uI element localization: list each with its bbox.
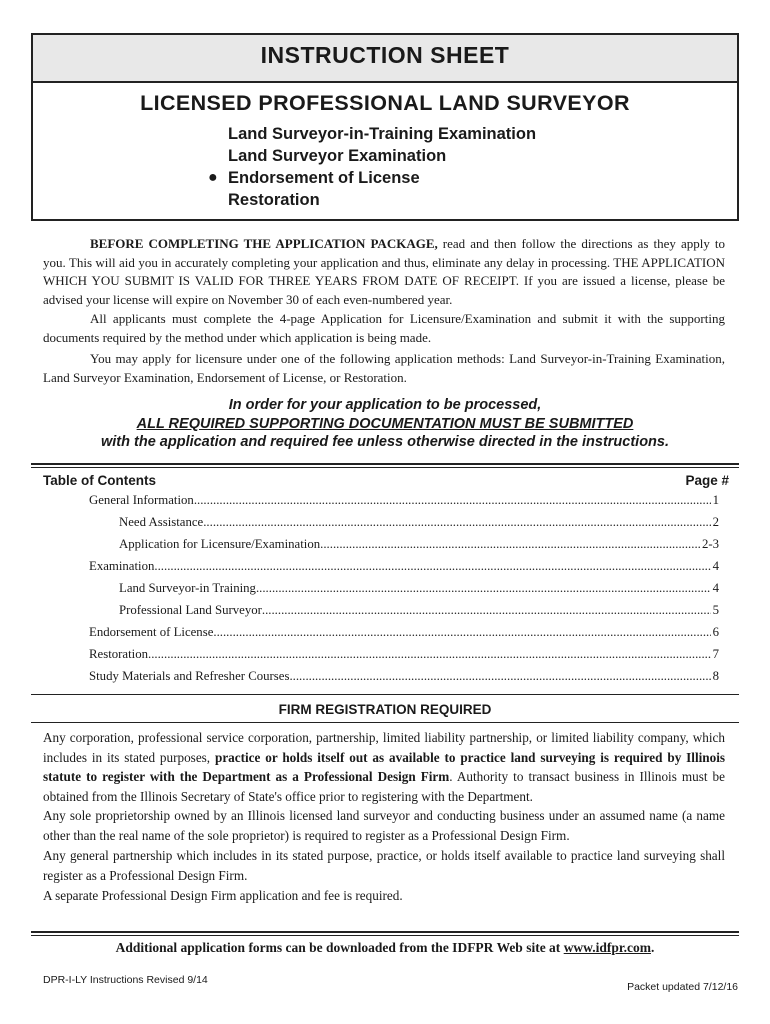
download-note-suffix: . [650, 940, 655, 955]
firm-paragraph-2: Any sole proprietorship owned by an Illinois licensed land surveyor and conducting business under an assumed name (a name other than the real name of the sole proprietor) is required to register as a Professional Design Firm. [43, 808, 725, 843]
toc-item[interactable] [119, 600, 719, 620]
toc-leader [256, 578, 711, 598]
title-band [33, 35, 737, 83]
toc-item-label: Study Materials and Refresher Courses [89, 669, 290, 683]
packet-updated: Packet updated 7/12/16 [627, 981, 738, 993]
toc-leader [213, 622, 710, 642]
toc-item-page: 2-3 [701, 537, 719, 551]
toc-top-rule [31, 463, 739, 465]
option-restoration [208, 189, 536, 211]
toc-item-label: General Information [89, 493, 194, 507]
firm-heading: FIRM REGISTRATION REQUIRED [278, 702, 492, 717]
toc-leader [262, 600, 711, 620]
toc-item-label: Professional Land Surveyor [119, 603, 262, 617]
application-method-list [208, 123, 536, 211]
option-label: Endorsement of License [228, 169, 420, 187]
toc-item-label: Restoration [89, 647, 148, 661]
intro-text: read and then follow the directions as they apply to you. This will aid you in accurately completing your application and thus, eliminate any delay in processing. THE APPLICATION WHICH YOU SUBMIT IS VALID FOR THREE YEARS FROM DATE OF RECEIPT. If you are issued a license, please be advised your license will expire on November 30 of each even-numbered year. [43, 236, 725, 307]
toc-item-page: 7 [712, 647, 719, 661]
firm-paragraph-4: A separate Professional Design Firm application and fee is required. [43, 888, 403, 903]
toc-item-page: 5 [712, 603, 719, 617]
intro-bold: BEFORE COMPLETING THE APPLICATION PACKAGE, [90, 236, 438, 251]
option-endorsement [208, 167, 536, 189]
intro-paragraph-2: All applicants must complete the 4-page Application for Licensure/Examination and submit it with the supporting documents required by the method under which application is being made. [43, 311, 725, 345]
toc-item-label: Endorsement of License [89, 625, 214, 639]
firm-text: Any corporation, professional service corporation, partnership, limited liability partnership, or limited liability company, which includes in its stated purposes, [43, 730, 725, 765]
option-label: Land Surveyor-in-Training Examination [228, 125, 537, 143]
toc-item[interactable] [119, 512, 719, 532]
toc-heading: Table of Contents [43, 473, 156, 488]
toc-item-label: Examination [89, 559, 155, 573]
toc-item-label: Need Assistance [119, 515, 204, 529]
option-lsit-exam [208, 123, 536, 145]
toc-item[interactable] [89, 556, 719, 576]
firm-text: . Authority to transact business in Illinois must be obtained from the Illinois Secretary of State's office prior to registering with the Department. [43, 769, 726, 804]
toc-leader [154, 556, 710, 576]
toc-item[interactable] [119, 534, 719, 554]
download-note [0, 940, 770, 956]
option-ls-exam [208, 145, 536, 167]
page-subtitle: LICENSED PROFESSIONAL LAND SURVEYOR [140, 91, 630, 115]
toc-item-page: 1 [712, 493, 719, 507]
firm-bottom-rule [31, 722, 739, 723]
toc-item-page: 4 [712, 559, 719, 573]
toc-item-page: 6 [712, 625, 719, 639]
toc-item[interactable] [89, 490, 719, 510]
selected-bullet-icon: ● [208, 169, 218, 186]
intro-paragraph-1 [43, 235, 725, 309]
toc-leader [148, 644, 711, 664]
firm-paragraph-1 [43, 728, 725, 806]
firm-paragraph-3: Any general partnership which includes in its stated purpose, practice, or holds itself available to practice land surveying shall register as a Professional Design Firm. [43, 848, 725, 883]
page-title: INSTRUCTION SHEET [260, 42, 510, 68]
toc-item-label: Application for Licensure/Examination [119, 537, 321, 551]
download-note-text: Additional application forms can be downloaded from the IDFPR Web site at [115, 940, 564, 955]
toc-item-page: 8 [712, 669, 719, 683]
toc-leader [289, 666, 710, 686]
notice-line-3: with the application and required fee unless otherwise directed in the instructions. [100, 434, 669, 450]
form-id: DPR-I-LY Instructions Revised 9/14 [43, 974, 208, 986]
toc-item-page: 4 [712, 581, 719, 595]
toc-leader [203, 512, 710, 532]
notice-line-1: In order for your application to be processed, [228, 397, 542, 413]
firm-bold: practice or holds itself out as available to practice land surveying is required by Illinois statute to register with the Department as a Professional Design Firm [43, 749, 726, 784]
toc-page-heading: Page # [685, 473, 729, 488]
toc-item-label: Land Surveyor-in Training [119, 581, 256, 595]
toc-item[interactable] [89, 644, 719, 664]
idfpr-link[interactable]: www.idfpr.com [563, 940, 651, 955]
option-label: Land Surveyor Examination [228, 147, 447, 165]
toc-top-rule-thin [31, 467, 739, 468]
toc-item[interactable] [89, 622, 719, 642]
footer-rule-thick [31, 931, 739, 933]
header-box [31, 33, 739, 221]
toc-item[interactable] [119, 578, 719, 598]
toc-leader [194, 490, 711, 510]
option-label: Restoration [228, 191, 320, 209]
toc-item[interactable] [89, 666, 719, 686]
toc-item-page: 2 [712, 515, 719, 529]
intro-paragraph-3: You may apply for licensure under one of the following application methods: Land Surveyor-in-Training Examination, Land Surveyor Examination, Endorsement of License, or Restoration. [43, 351, 725, 385]
footer-rule-thin [31, 935, 739, 936]
notice-line-2 [0, 415, 770, 434]
toc-leader [320, 534, 700, 554]
notice-emphasis: ALL REQUIRED SUPPORTING DOCUMENTATION MUST BE SUBMITTED [136, 416, 634, 432]
firm-top-rule [31, 694, 739, 695]
